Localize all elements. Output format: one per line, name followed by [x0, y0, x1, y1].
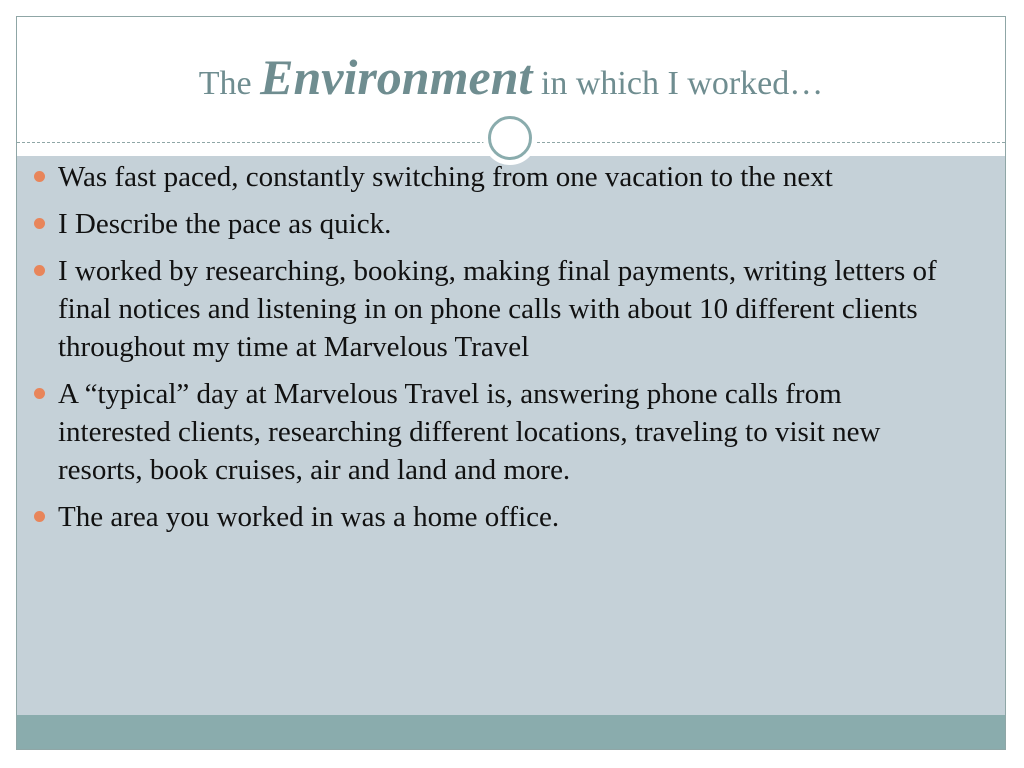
bullet-item — [58, 498, 958, 536]
bullet-dot-icon — [34, 171, 45, 182]
bullet-item — [58, 158, 958, 196]
bullet-text: I Describe the pace as quick. — [58, 208, 392, 240]
bullet-text: Was fast paced, constantly switching from one vacation to the next — [58, 161, 833, 193]
bullet-dot-icon — [34, 265, 45, 276]
bullet-text: I worked by researching, booking, making final payments, writing letters of final notices and listening in on phone calls with about 10 different clients throughout my time at Marvelous Travel — [58, 255, 937, 363]
circle-ornament-icon — [483, 111, 537, 165]
bullet-dot-icon — [34, 218, 45, 229]
bullet-list — [58, 158, 958, 545]
bullet-text: The area you worked in was a home office. — [58, 501, 560, 533]
bullet-text: A “typical” day at Marvelous Travel is, answering phone calls from interested clients, researching different locations, traveling to visit new resorts, book cruises, air and land and more. — [58, 378, 881, 486]
title-suffix: in which I worked… — [540, 65, 824, 102]
title-prefix: The — [198, 65, 252, 102]
footer-bar — [17, 715, 1005, 749]
bullet-dot-icon — [34, 388, 45, 399]
slide-title — [17, 47, 1005, 114]
circle-ring — [488, 116, 532, 160]
bullet-item — [58, 252, 958, 366]
title-emphasis: Environment — [260, 49, 533, 105]
bullet-item — [58, 205, 958, 243]
bullet-item — [58, 375, 958, 489]
bullet-dot-icon — [34, 511, 45, 522]
